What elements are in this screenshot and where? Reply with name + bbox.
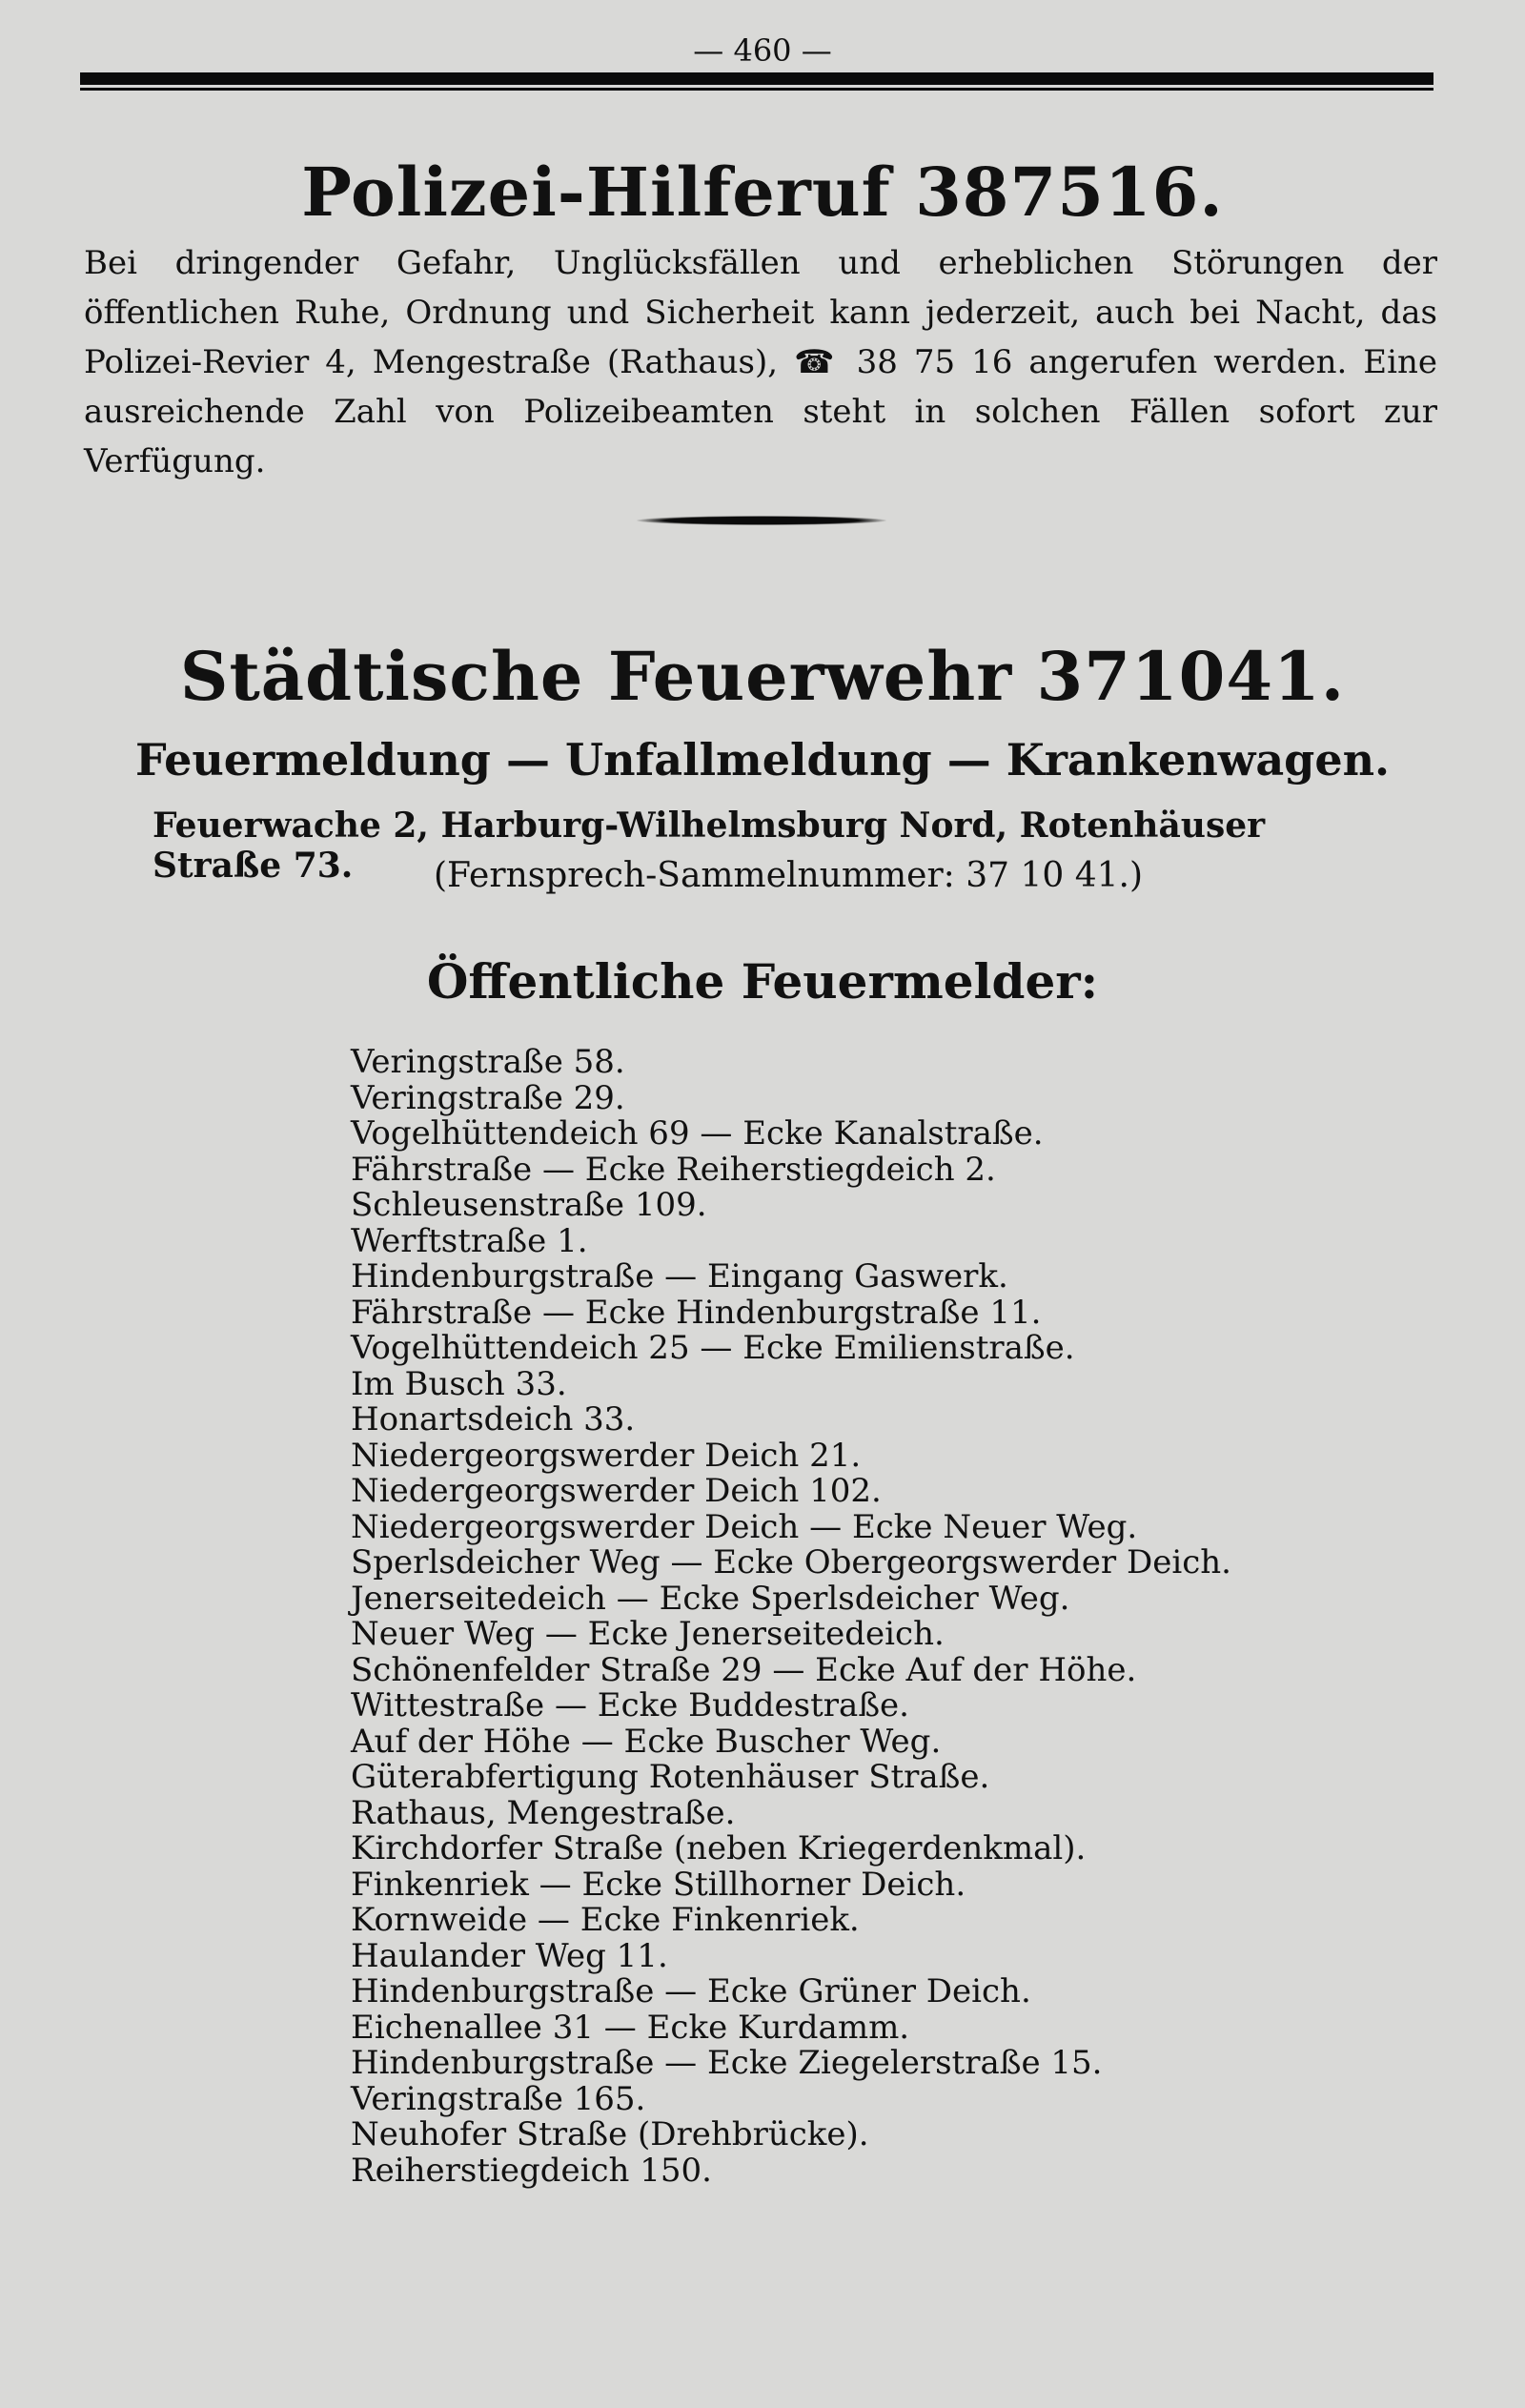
section-divider <box>637 516 886 525</box>
list-item: Hindenburgstraße — Eingang Gaswerk. <box>351 1257 1008 1296</box>
list-item: Vogelhüttendeich 69 — Ecke Kanalstraße. <box>351 1114 1044 1153</box>
list-item: Niedergeorgswerder Deich — Ecke Neuer Weg. <box>351 1507 1138 1546</box>
list-item: Schleusenstraße 109. <box>351 1186 707 1224</box>
page-number: — 460 — <box>693 32 832 69</box>
list-item: Schönenfelder Straße 29 — Ecke Auf der Höhe. <box>351 1650 1137 1689</box>
list-item: Kirchdorfer Straße (neben Kriegerdenkmal). <box>351 1829 1087 1867</box>
list-item: Kornweide — Ecke Finkenriek. <box>351 1901 860 1939</box>
list-item: Haulander Weg 11. <box>351 1936 668 1975</box>
list-item: Neuhofer Straße (Drehbrücke). <box>351 2115 869 2153</box>
list-item: Veringstraße 165. <box>351 2079 646 2118</box>
list-item: Reiherstiegdeich 150. <box>351 2151 712 2190</box>
list-item: Hindenburgstraße — Ecke Ziegelerstraße 15. <box>351 2044 1103 2082</box>
list-item: Im Busch 33. <box>351 1364 567 1403</box>
list-item: Jenerseitedeich — Ecke Sperlsdeicher Weg. <box>351 1579 1070 1618</box>
fire-station-address: Feuerwache 2, Harburg-Wilhelmsburg Nord, Rotenhäuser Straße 73. <box>152 806 1266 886</box>
list-item: Veringstraße 29. <box>351 1078 625 1117</box>
police-emergency-text: Bei dringender Gefahr, Unglücksfällen und erheblichen Störungen der öffentlichen Ruhe, Ordnung und Sicherheit kann jederzeit, auch bei Nacht, das Polizei-Revier 4, Mengestraße (Rathaus), ☎ 38 75 16 angerufen werden. Eine ausreichende Zahl von Polizeibeamten steht in solchen Fällen sofort zur Verfügung. <box>84 244 1437 480</box>
list-item: Werftstraße 1. <box>351 1221 588 1260</box>
list-item: Fährstraße — Ecke Hindenburgstraße 11. <box>351 1293 1042 1332</box>
list-item: Neuer Weg — Ecke Jenerseitedeich. <box>351 1615 945 1653</box>
police-emergency-title: Polizei-Hilferuf 387516. <box>301 153 1224 232</box>
list-item: Sperlsdeicher Weg — Ecke Obergeorgswerder Deich. <box>351 1543 1231 1582</box>
list-item: Eichenallee 31 — Ecke Kurdamm. <box>351 2008 910 2047</box>
list-item: Finkenriek — Ecke Stillhorner Deich. <box>351 1865 966 1904</box>
list-item: Honartsdeich 33. <box>351 1400 636 1439</box>
list-item: Niedergeorgswerder Deich 102. <box>351 1472 882 1510</box>
header-rule <box>80 72 1434 85</box>
list-item: Fährstraße — Ecke Reiherstiegdeich 2. <box>351 1150 996 1189</box>
list-item: Niedergeorgswerder Deich 21. <box>351 1436 862 1475</box>
fire-brigade-title: Städtische Feuerwehr 371041. <box>179 637 1346 716</box>
list-item: Rathaus, Mengestraße. <box>351 1793 736 1832</box>
list-item: Veringstraße 58. <box>351 1043 625 1081</box>
list-item: Güterabfertigung Rotenhäuser Straße. <box>351 1758 990 1796</box>
fire-alarm-list <box>351 1045 1231 2189</box>
fire-alarm-list-heading: Öffentliche Feuermelder: <box>426 953 1099 1010</box>
fire-phone-number: (Fernsprech-Sammelnummer: 37 10 41.) <box>434 856 1144 895</box>
list-item: Wittestraße — Ecke Buddestraße. <box>351 1686 909 1724</box>
list-item: Vogelhüttendeich 25 — Ecke Emilienstraße. <box>351 1329 1075 1367</box>
list-item: Auf der Höhe — Ecke Buscher Weg. <box>351 1722 942 1761</box>
fire-brigade-subtitle: Feuermeldung — Unfallmeldung — Krankenwagen. <box>134 734 1391 786</box>
list-item: Hindenburgstraße — Ecke Grüner Deich. <box>351 1972 1031 2010</box>
